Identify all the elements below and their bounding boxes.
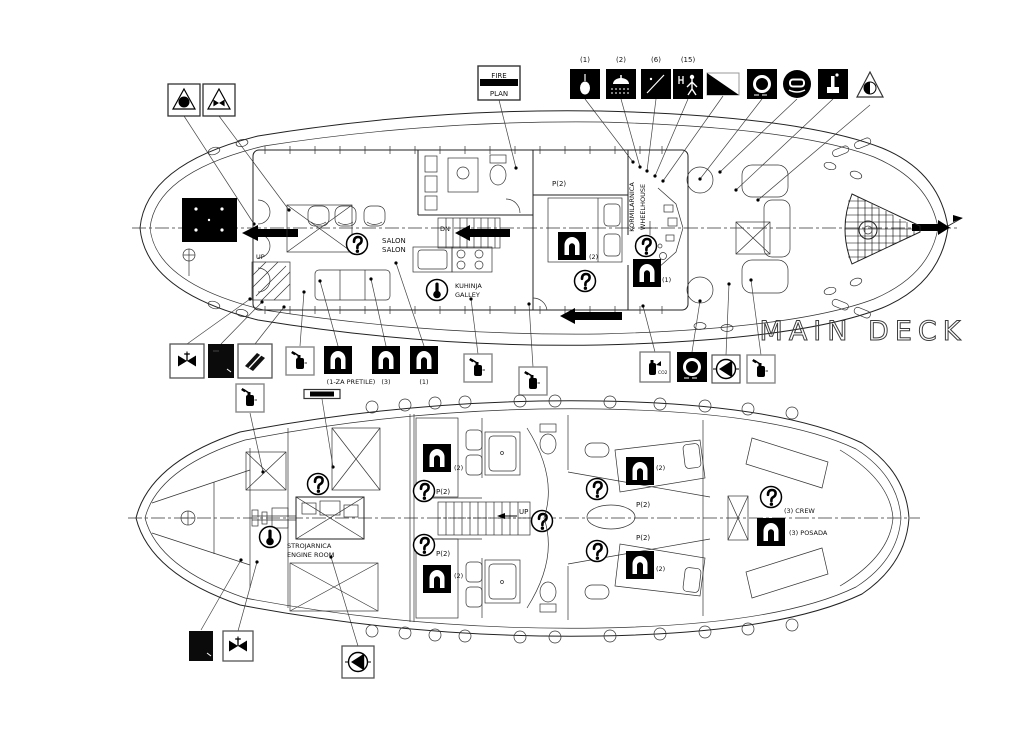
electrical-panel-symbol bbox=[208, 344, 234, 378]
detector-wheelhouse bbox=[636, 236, 657, 257]
detector-cabin-aft-bottom bbox=[587, 541, 608, 562]
legend-count-extinguishers: (6) bbox=[651, 56, 661, 64]
cabin-capacity-main: P(2) bbox=[552, 180, 567, 188]
lifejacket-oversize-count: (1-ZA PRETILE) bbox=[326, 378, 376, 386]
extinguisher-symbol-4 bbox=[236, 384, 264, 412]
galley-label-1: KUHINJA bbox=[455, 282, 482, 290]
stairs-up-label: UP bbox=[256, 253, 265, 261]
lifebuoy-ring-icon bbox=[747, 69, 777, 99]
fire-pump-symbol-lower bbox=[342, 646, 374, 678]
portholes bbox=[207, 138, 863, 331]
extinguisher-station-icon bbox=[641, 69, 671, 99]
lifejacket-count-cabin: (2) bbox=[589, 253, 599, 261]
detector-salon bbox=[347, 234, 368, 255]
lower-stairs bbox=[438, 502, 530, 535]
co2-label: CO2 bbox=[658, 371, 668, 376]
fuel-valve-symbol-lower bbox=[223, 631, 253, 661]
lower-deck-symbols bbox=[189, 631, 374, 678]
wheelhouse-label-1: KORMILARNICA bbox=[628, 182, 636, 232]
legend-count-lifebuoy: (1) bbox=[580, 56, 590, 64]
heat-detector-galley bbox=[427, 280, 448, 301]
detector-engine-room bbox=[308, 474, 329, 495]
fire-pump-symbol-main bbox=[712, 355, 740, 383]
windlass bbox=[183, 249, 195, 276]
lifejacket-single-symbol bbox=[410, 346, 438, 374]
detector-cabin bbox=[575, 271, 596, 292]
lifejackets-icon bbox=[673, 69, 703, 99]
capacity-fwd-top: P(2) bbox=[436, 488, 451, 496]
fuel-shutoff-symbol bbox=[203, 84, 235, 116]
heat-detector-engine-room bbox=[260, 527, 281, 548]
lifebuoy-light-icon bbox=[570, 69, 600, 99]
liferaft-roundel-icon bbox=[783, 70, 811, 98]
emergency-light-icon bbox=[857, 72, 883, 97]
crew-label-en: (3) CREW bbox=[784, 507, 815, 515]
stern-grating bbox=[845, 194, 920, 264]
liferaft-icon bbox=[606, 69, 636, 99]
lj-count-aft-top: (2) bbox=[656, 464, 666, 472]
bow-seats bbox=[258, 200, 270, 292]
stairs-dn-label: DN bbox=[440, 225, 450, 233]
lifejacket-cabin-aft-top bbox=[626, 457, 654, 485]
manual-call-point-icon bbox=[818, 69, 848, 99]
escape-arrow-stairs bbox=[455, 225, 510, 241]
fire-blanket-symbol bbox=[238, 344, 272, 378]
lifejacket-crew bbox=[757, 518, 785, 546]
extinguisher-symbol-2 bbox=[464, 354, 492, 382]
extinguisher-symbol-5 bbox=[747, 355, 775, 383]
electrical-panel-symbol-lower bbox=[189, 631, 213, 661]
escape-arrow-salon bbox=[242, 225, 298, 241]
lifejacket-count1: (1) bbox=[419, 378, 429, 386]
lifejacket-count3: (3) bbox=[381, 378, 391, 386]
lj-count-aft-bottom: (2) bbox=[656, 565, 666, 573]
lifejacket-symbol-cabin bbox=[558, 232, 586, 260]
lifejacket-count-wheelhouse: (1) bbox=[662, 276, 672, 284]
lifejacket-child-symbol bbox=[372, 346, 400, 374]
fuel-valve-symbol bbox=[170, 344, 204, 378]
detector-cabin-aft-top bbox=[587, 479, 608, 500]
lifejacket-cabin-fwd-bottom bbox=[423, 565, 451, 593]
legend-row bbox=[168, 56, 883, 116]
emergency-stop-symbol bbox=[168, 84, 200, 116]
capacity-aft-bottom: P(2) bbox=[636, 534, 651, 542]
detector-landing bbox=[532, 511, 553, 532]
legend-count-lifejackets: (15) bbox=[680, 56, 696, 64]
main-deck-symbols bbox=[170, 344, 775, 412]
lower-deck-plan bbox=[128, 395, 920, 643]
muster-flag-icon bbox=[707, 73, 739, 95]
fire-plan-label-1: FIRE bbox=[491, 72, 507, 80]
extinguisher-symbol-3 bbox=[519, 367, 547, 395]
legend-count-liferaft: (2) bbox=[616, 56, 626, 64]
detector-cabin-fwd-bottom bbox=[414, 535, 435, 556]
lj-count-fwd-bottom: (2) bbox=[454, 572, 464, 580]
lower-stairs-up-label: UP bbox=[519, 508, 529, 516]
galley-label-2: GALLEY bbox=[455, 291, 480, 299]
lifejacket-cabin-aft-bottom bbox=[626, 551, 654, 579]
co2-extinguisher-symbol bbox=[640, 352, 670, 382]
bow-skylight bbox=[182, 198, 237, 242]
fire-plan-label-2: PLAN bbox=[489, 90, 509, 98]
lj-count-fwd-top: (2) bbox=[454, 464, 464, 472]
main-deck-title: MAIN DECK bbox=[759, 316, 967, 347]
capacity-aft-top: P(2) bbox=[636, 501, 651, 509]
salon-label-2: SALON bbox=[382, 246, 406, 254]
wheelhouse-label-2: WHEELHOUSE bbox=[639, 183, 647, 231]
fire-hose-symbol bbox=[304, 390, 340, 399]
capacity-fwd-bottom: P(2) bbox=[436, 550, 451, 558]
bathroom bbox=[425, 155, 520, 213]
lifejacket-symbol-wheelhouse bbox=[633, 259, 661, 287]
extinguisher-symbol-1 bbox=[286, 347, 314, 375]
lifejacket-cabin-fwd-top bbox=[423, 444, 451, 472]
lifejacket-oversize-symbol bbox=[324, 346, 352, 374]
detector-cabin-fwd-top bbox=[414, 481, 435, 502]
deck-hatches bbox=[366, 395, 798, 643]
engine-room-label-1: STROJARNICA bbox=[287, 542, 332, 550]
fire-plan-symbol bbox=[478, 66, 520, 100]
salon-label-1: SALON bbox=[382, 237, 406, 245]
bow-stairs bbox=[252, 262, 290, 300]
main-deck-plan bbox=[132, 111, 966, 347]
galley-counter bbox=[413, 247, 492, 272]
detector-crew bbox=[761, 487, 782, 508]
lifebuoy-symbol-plan bbox=[677, 352, 707, 382]
salon-table bbox=[287, 205, 352, 252]
salon-sofa bbox=[315, 270, 390, 300]
engine-room-label-2: ENGINE ROOM bbox=[287, 551, 335, 559]
crew-label-hr: (3) POSADA bbox=[789, 529, 828, 537]
lower-bow bbox=[152, 448, 286, 588]
